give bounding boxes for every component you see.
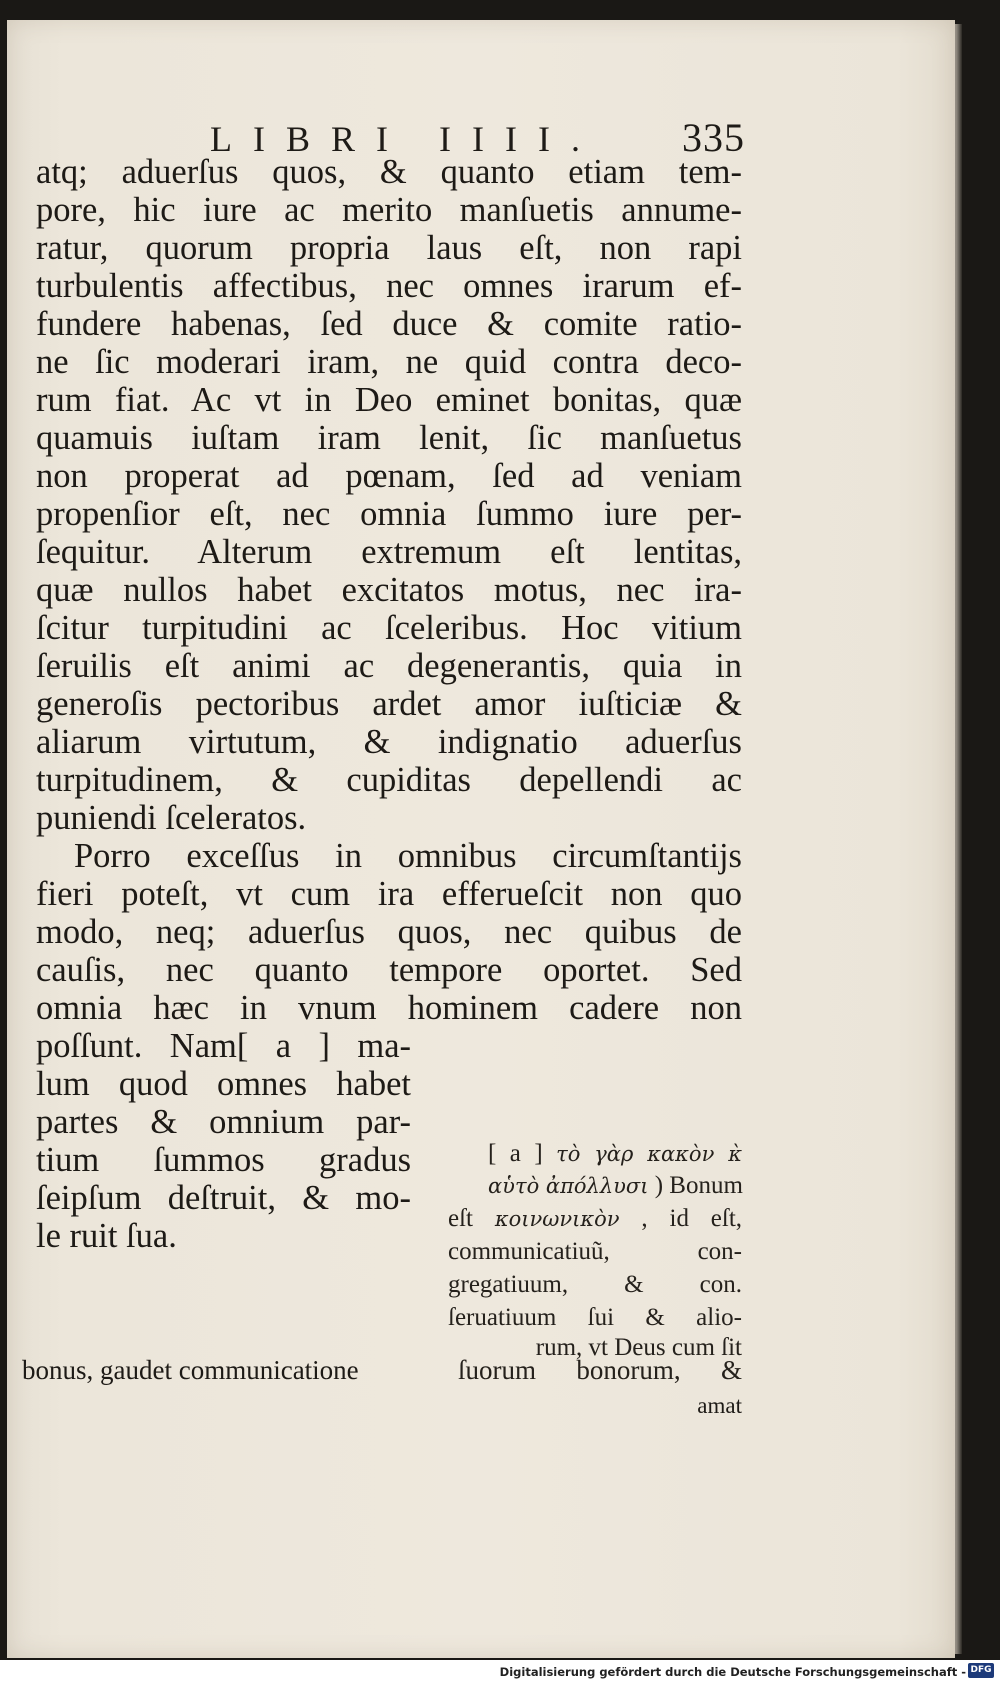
note-text: eſt [448,1205,473,1232]
note-marker: [ a ] [488,1140,543,1167]
text-line: atq; aduerſus quos, & quanto etiam tem- [36,153,742,191]
text-line: quamuis iuſtam iram lenit, ſic manſuetus [36,419,742,457]
note-line [488,1138,742,1170]
text-line: turbulentis affectibus, nec omnes irarum ef- [36,267,742,305]
text-line: propenſior eſt, nec omnia ſummo iure per- [36,495,742,533]
shared-line-left: bonus, gaudet communicatione [22,1355,359,1385]
text-line: lum quod omnes habet [36,1065,411,1103]
note-line: communicatiuũ, con- [448,1238,742,1265]
text-line: ſeipſum deſtruit, & mo- [36,1179,411,1217]
text-line: modo, neq; aduerſus quos, nec quibus de [36,913,742,951]
page-number: 335 [682,115,745,160]
text-line: turpitudinem, & cupiditas depellendi ac [36,761,742,799]
greek-text: τὸ γὰρ κακὸν κ̀ [556,1142,742,1166]
text-line: ſequitur. Alterum extremum eſt lentitas, [36,533,742,571]
text-line: rum fiat. Ac vt in Deo eminet bonitas, quæ [36,381,742,419]
running-head-title: LIBRI IIII. [210,119,601,159]
text-line: poſſunt. Nam[ a ] ma- [36,1027,411,1065]
text-line: omnia hæc in vnum hominem cadere non [36,989,742,1027]
greek-text: κοινωνικὸν [494,1207,620,1231]
shared-line-right: ſuorum bonorum, & [458,1355,742,1385]
text-line: generoſis pectoribus ardet amor iuſticiæ & [36,685,742,723]
footer-credit: Digitalisierung gefördert durch die Deutsche Forschungsgemeinschaft - [499,1665,966,1679]
text-line: tium ſummos gradus [36,1141,411,1179]
digitization-footer [0,1660,1000,1682]
text-line: cauſis, nec quanto tempore oportet. Sed [36,951,742,989]
catchword: amat [697,1393,742,1418]
text-line: quæ nullos habet excitatos motus, nec ira- [36,571,742,609]
greek-text: αὑτὸ ἀπόλλυσι [488,1174,649,1198]
text-line: ne ſic moderari iram, ne quid contra deco- [36,343,742,381]
text-line: pore, hic iure ac merito manſuetis annume- [36,191,742,229]
note-line [448,1203,742,1235]
note-line: rum, vt Deus cum ſit [535,1334,742,1361]
note-line: ſeruatiuum ſui & alio- [448,1304,742,1331]
text-line: partes & omnium par- [36,1103,411,1141]
text-line: Porro exceſſus in omnibus circumſtantijs [74,837,742,875]
dfg-logo-icon: DFG [968,1663,994,1678]
text-line: ratur, quorum propria laus eſt, non rapi [36,229,742,267]
note-text: ) Bonum [654,1172,743,1199]
note-line [488,1170,742,1202]
text-line: le ruit ſua. [36,1217,177,1255]
text-line: puniendi ſceleratos. [36,799,307,837]
text-line: ſeruilis eſt animi ac degenerantis, quia in [36,647,742,685]
text-line: ſcitur turpitudini ac ſceleribus. Hoc vitium [36,609,742,647]
text-line: fieri poteſt, vt cum ira efferueſcit non quo [36,875,742,913]
note-line: gregatiuum, & con. [448,1271,742,1298]
text-line: non properat ad pœnam, ſed ad veniam [36,457,742,495]
text-line: aliarum virtutum, & indignatio aduerſus [36,723,742,761]
text-line: fundere habenas, ſed duce & comite ratio- [36,305,742,343]
note-text: , id eſt, [641,1205,743,1232]
